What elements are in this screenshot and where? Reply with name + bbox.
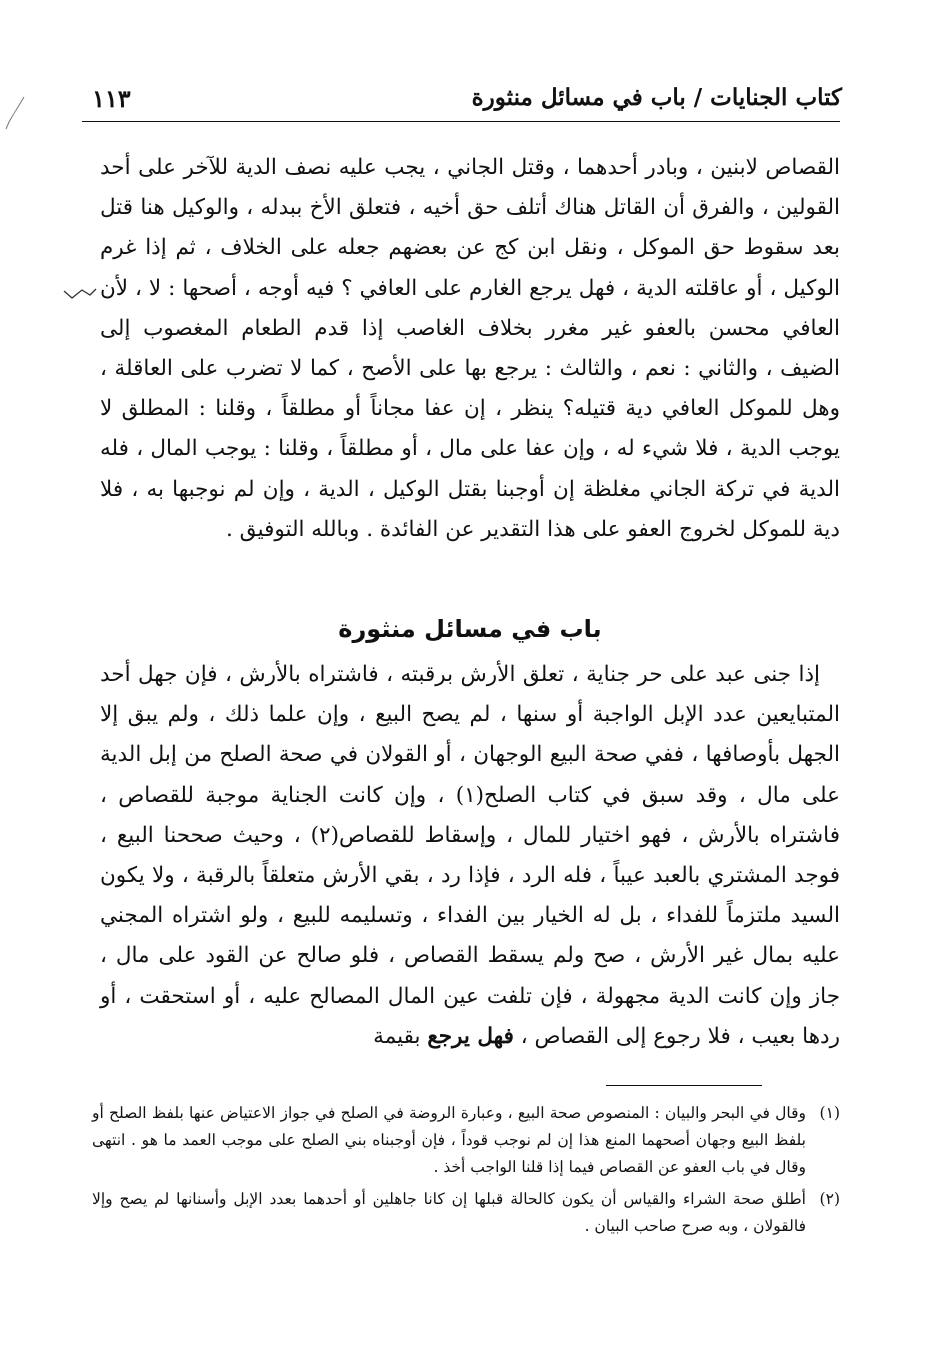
- footnote-number: (١): [819, 1104, 840, 1122]
- footnote: [92, 1100, 840, 1182]
- paragraph-text: القصاص لابنين ، وبادر أحدهما ، وقتل الجاني ، يجب عليه نصف الدية للآخر على أحد القولين ، والفرق أن القاتل هناك أتلف حق أخيه ، فتعلق الأخ ببدله ، والوكيل هنا قتل بعد سقوط حق الموكل ، ونقل ابن كج عن بعضهم جعله على الخلاف ، ثم إذا غرم الوكيل ، أو عاقلته الدية ، فهل يرجع الغارم على العافي ؟ فيه أوجه ، أصحها : لا ، لأن العافي محسن بالعفو غير مغرر بخلاف الغاصب إذا قدم الطعام المغصوب إلى الضيف ، والثاني : نعم ، والثالث : يرجع بها على الأصح ، كما لا تضرب على العاقلة ، وهل للموكل العافي دية قتيله؟ ينظر ، إن عفا مجاناً أو مطلقاً ، وقلنا : المطلق لا يوجب الدية ، فلا شيء له ، وإن عفا على مال ، أو مطلقاً ، وقلنا : يوجب المال ، فله الدية في تركة الجاني مغلظة إن أوجبنا بقتل الوكيل ، الدية ، وإن لم نوجبها به ، فلا دية للموكل لخروج العفو على هذا التقدير عن الفائدة . وبالله التوفيق .: [100, 155, 840, 542]
- pencil-scribble-mark: [4, 95, 26, 135]
- footnote: [92, 1186, 840, 1240]
- running-header-title: كتاب الجنايات / باب في مسائل منثورة: [471, 84, 842, 111]
- body-paragraph-continued: [100, 148, 840, 550]
- body-paragraph-section: [100, 655, 840, 1057]
- handwritten-check-icon: [62, 286, 98, 302]
- footnote-text: أطلق صحة الشراء والقياس أن يكون كالحالة قبلها إن كانا جاهلين أو أحدهما بعدد الإبل وأسنانها لم يصح وإلا فالقولان ، وبه صرح صاحب البيان .: [92, 1189, 806, 1235]
- footnote-text: وقال في البحر والبيان : المنصوص صحة البيع ، وعبارة الروضة في الصلح في جواز الاعتياض عنها بلفظ الصلح أو بلفظ البيع وجهان أصحهما المنع هذا إن لم نوجب قوداً ، فإن أوجبناه بني الصلح على موجب العمد ما هو . انتهى وقال في باب العفو عن القصاص فيما إذا قلنا الواجب أخذ .: [92, 1104, 806, 1177]
- footnote-number: (٢): [819, 1189, 840, 1208]
- footnote-separator: [606, 1085, 762, 1086]
- paragraph-text: إذا جنى عبد على حر جناية ، تعلق الأرش برقبته ، فاشتراه بالأرش ، فإن جهل أحد المتبايعين عدد الإبل الواجبة أو سنها ، لم يصح البيع ، وإن علما ذلك ، ولم يبق إلا الجهل بأوصافها ، ففي صحة البيع الوجهان ، أو القولان في صحة الصلح من إبل الدية على مال ، وقد سبق في كتاب الصلح(١) ، وإن كانت الجناية موجبة للقصاص ، فاشتراه بالأرش ، فهو اختيار للمال ، وإسقاط للقصاص(٢) ، وحيث صححنا البيع ، فوجد المشتري بالعبد عيباً ، فله الرد ، فإذا رد ، بقي الأرش متعلقاً بالرقبة ، ولا يكون السيد ملتزماً للفداء ، بل له الخيار بين الفداء ، وتسليمه للبيع ، ولو اشتراه المجني عليه بمال غير الأرش ، صح ولم يسقط القصاص ، فلو صالح عن القود على مال ، جاز وإن كانت الدية مجهولة ، فإن تلفت عين المال المصالح عليه ، أو استحقت ، أو ردها بعيب ، فلا رجوع إلى القصاص ،: [100, 662, 841, 1049]
- paragraph-tail: بقيمة: [373, 1023, 421, 1049]
- paragraph: [100, 655, 840, 1057]
- section-heading: باب في مسائل منثورة: [338, 615, 602, 643]
- header-divider: [82, 121, 840, 122]
- bold-phrase: فهل يرجع: [427, 1023, 514, 1049]
- page-number: ١١٣: [92, 84, 131, 113]
- footnotes: [92, 1100, 840, 1244]
